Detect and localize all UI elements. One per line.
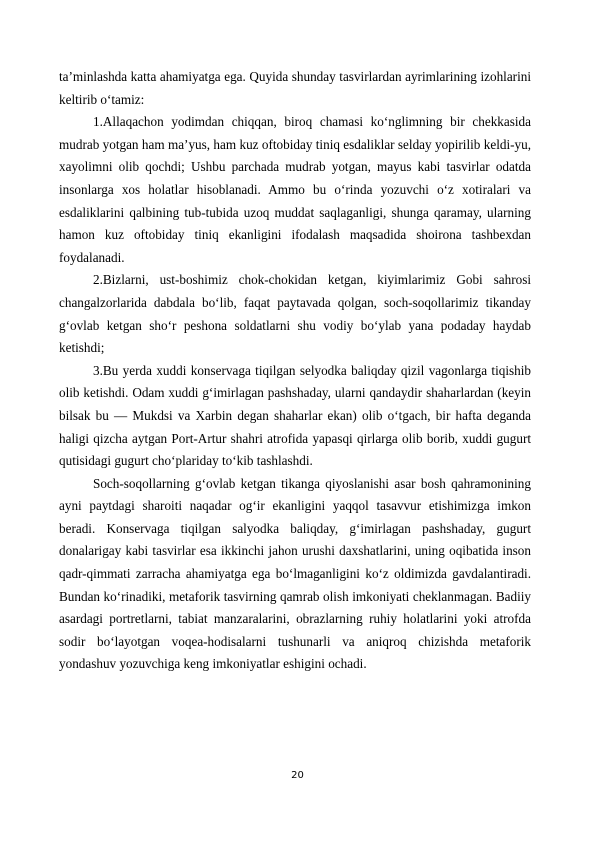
paragraph-example-1: 1.Allaqachon yodimdan chiqqan, biroq chamasi ko‘nglimning bir chekkasida mudrab yotgan ham ma’yus, ham kuz oftobiday tiniq esdaliklar selday yopirilib keldi-yu, xayolimni olib qochdi; Ushbu parchada mudrab yotgan, mayus kabi tasvirlar odatda insonlarga xos holatlar hisoblanadi. Ammo bu o‘rinda yozuvchi o‘z xotiralari va esdaliklarini qalbining tub-tubida uzoq muddat saqlaganligi, shunga qaramay, ularning hamon kuz oftobiday tiniq ekanligini ifodalash maqsadida shoirona tashbexdan foydalanadi. [59, 114, 531, 265]
page-number: 20 [291, 770, 304, 781]
paragraph-example-2: 2.Bizlarni, ust-boshimiz chok-chokidan ketgan, kiyimlarimiz Gobi sahrosi changalzorlarida dabdala bo‘lib, faqat paytavada qolgan, soch-soqollarimiz tikanday g‘ovlab ketgan sho‘r peshona soldatlarni shu vodiy bo‘ylab yana podaday haydab ketishdi; [59, 272, 531, 356]
paragraph-intro: ta’minlashda katta ahamiyatga ega. Quyida shunday tasvirlardan ayrimlarining izohlarini keltirib o‘tamiz: [59, 69, 531, 107]
paragraph-example-3: 3.Bu yerda xuddi konservaga tiqilgan selyodka baliqday qizil vagonlarga tiqishib olib ketishdi. Odam xuddi g‘imirlagan pashshaday, ularni qandaydir shaharlardan (keyin bilsak bu — Mukdsi va Xarbin degan shaharlar ekan) olib o‘tgach, bir hafta deganda haligi qizcha aytgan Port-Artur shahri atrofida yapasqi qirlarga olib borib, xuddi gugurt qutisidagi gugurt cho‘plariday to‘kib tashlashdi. [59, 362, 531, 469]
paragraph-analysis: Soch-soqollarning g‘ovlab ketgan tikanga qiyoslanishi asar bosh qahramonining ayni paytdagi sharoiti naqadar og‘ir ekanligini yaqqol tasavvur etishimizga imkon beradi. Konservaga tiqilgan salyodka baliqday, g‘imirlagan pashshaday, gugurt donalarigay kabi tasvirlar esa ikkinchi jahon urushi daxshatlarini, uning oqibatida inson qadr-qimmati zarracha ahamiyatga ega bo‘lmaganligini ko‘z oldimizda gavdalantiradi. Bundan ko‘rinadiki, metaforik tasvirning qamrab olish imkoniyati cheklanmagan. Badiiy asardagi portretlarni, tabiat manzaralarini, obrazlarning ruhiy holatlarini yoki atrofda sodir bo‘layotgan voqea-hodisalarni tushunarli va aniqroq chizishda metaforik yondashuv yozuvchiga keng imkoniyatlar eshigini ochadi. [59, 475, 531, 672]
document-page [59, 66, 531, 676]
